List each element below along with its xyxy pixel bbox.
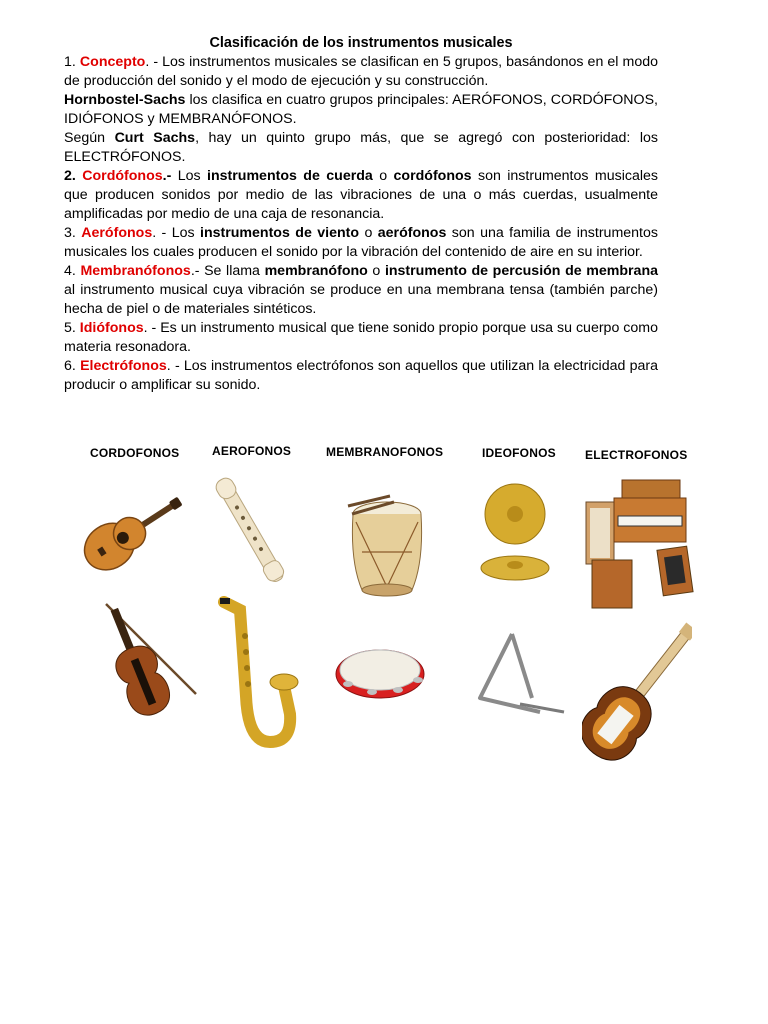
term-aerofonos: Aerófonos bbox=[81, 225, 153, 241]
concept-text: . - Los instrumentos musicales se clasifican en 5 grupos, basándonos en el modo de producción del sonido y el modo de ejecución y su construcción. bbox=[64, 54, 658, 89]
term-cordofonos: Cordófonos bbox=[82, 168, 163, 184]
term-separator: .- bbox=[162, 168, 172, 184]
curt-pre: Según bbox=[64, 130, 115, 146]
drum-icon bbox=[342, 492, 432, 604]
header-membranofonos: MEMBRANOFONOS bbox=[326, 445, 444, 459]
term-concepto: Concepto bbox=[79, 54, 146, 70]
bold-fragment: instrumento de percusión de membrana bbox=[384, 263, 658, 279]
bold-fragment: aerófonos bbox=[377, 225, 447, 241]
bold-fragment: cordófonos bbox=[393, 168, 472, 184]
violin-icon bbox=[92, 598, 202, 730]
text-fragment: . - Los instrumentos electrófonos son aquellos que utilizan la electricidad para producir o amplificar su sonido. bbox=[64, 358, 658, 393]
header-ideofonos: IDEOFONOS bbox=[482, 446, 556, 460]
electronic-organ-icon bbox=[582, 476, 694, 614]
text-fragment: al instrumento musical cuya vibración se produce en una membrana tensa (también parche) hecha de piel o de materiales sintéticos. bbox=[64, 282, 658, 317]
curt-text: , hay un quinto grupo más, que se agregó con posterioridad: los ELECTRÓFONOS. bbox=[64, 130, 659, 165]
paragraph-cordofonos bbox=[64, 167, 658, 224]
item-number: 4. bbox=[64, 263, 76, 279]
hornbostel-text: los clasifica en cuatro grupos principales: AERÓFONOS, CORDÓFONOS, IDIÓFONOS y MEMBRANÓFONOS. bbox=[64, 92, 658, 127]
bold-fragment: instrumentos de viento bbox=[200, 225, 360, 241]
header-electrofonos: ELECTROFONOS bbox=[585, 448, 688, 462]
paragraph-hornbostel bbox=[64, 91, 658, 129]
electric-guitar-icon bbox=[582, 622, 692, 772]
name-hornbostel-sachs: Hornbostel-Sachs bbox=[64, 92, 186, 108]
term-membranofonos: Membranófonos bbox=[80, 263, 191, 279]
text-fragment: o bbox=[359, 225, 378, 241]
recorder-icon bbox=[210, 468, 290, 593]
text-fragment: son instrumentos musicales que producen sonidos por medio de las vibraciones de una o más cuerdas, usualmente amplificadas por medio de una caja de resonancia. bbox=[64, 168, 658, 222]
item-number: 6. bbox=[64, 358, 76, 374]
term-electrofonos: Electrófonos bbox=[80, 358, 167, 374]
item-number: 5. bbox=[64, 320, 76, 336]
bold-fragment: instrumentos de cuerda bbox=[207, 168, 373, 184]
document-body bbox=[64, 34, 658, 395]
triangle-icon bbox=[472, 626, 568, 722]
paragraph-membranofonos bbox=[64, 262, 658, 319]
paragraph-curt-sachs bbox=[64, 129, 658, 167]
text-fragment: . - Es un instrumento musical que tiene sonido propio porque usa su cuerpo como materia resonadora. bbox=[64, 320, 658, 355]
text-fragment: o bbox=[367, 263, 385, 279]
text-fragment: son una familia de instrumentos musicales los cuales producen el sonido por la vibración del contenido de aire en su interior. bbox=[64, 225, 658, 260]
name-curt-sachs: Curt Sachs bbox=[114, 130, 196, 146]
instrument-gallery bbox=[70, 440, 710, 780]
item-number: 3. bbox=[64, 225, 76, 241]
header-aerofonos: AEROFONOS bbox=[212, 444, 292, 458]
text-fragment: Los bbox=[171, 168, 208, 184]
header-cordofonos: CORDOFONOS bbox=[90, 446, 180, 460]
bold-fragment: membranófono bbox=[264, 263, 368, 279]
item-number: 1. bbox=[64, 54, 76, 70]
text-fragment: . - Los bbox=[152, 225, 200, 241]
paragraph-aerofonos bbox=[64, 224, 658, 262]
saxophone-icon bbox=[212, 596, 302, 756]
paragraph-electrofonos bbox=[64, 357, 658, 395]
text-fragment: o bbox=[372, 168, 394, 184]
document-title: Clasificación de los instrumentos musicales bbox=[209, 35, 513, 51]
term-idiofonos: Idiófonos bbox=[79, 320, 144, 336]
cymbals-icon bbox=[475, 482, 557, 587]
acoustic-guitar-icon bbox=[78, 488, 190, 578]
text-fragment: .- Se llama bbox=[190, 263, 265, 279]
paragraph-idiofonos bbox=[64, 319, 658, 357]
item-number: 2. bbox=[64, 168, 76, 184]
paragraph-concept bbox=[64, 53, 658, 91]
tambourine-icon bbox=[332, 644, 428, 714]
